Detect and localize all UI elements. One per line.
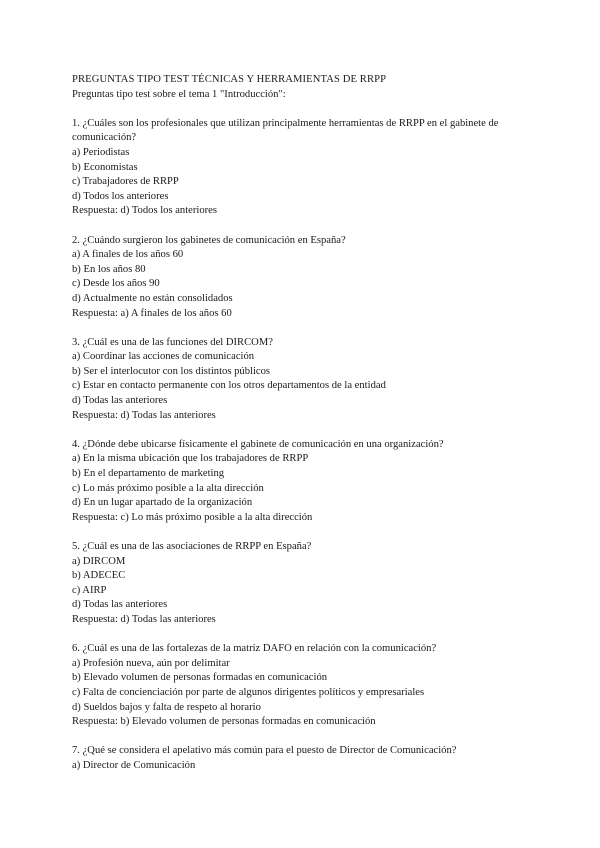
question-block-5: [72, 540, 552, 628]
option-b: b) Economistas: [72, 161, 138, 173]
question-text: 4. ¿Dónde debe ubicarse físicamente el gabinete de comunicación en una organización?: [72, 438, 444, 450]
option-c: c) Estar en contacto permanente con los otros departamentos de la entidad: [72, 380, 386, 392]
question-block-7: [72, 744, 552, 773]
answer-text: Respuesta: d) Todas las anteriores: [72, 613, 216, 625]
answer-text: Respuesta: c) Lo más próximo posible a la alta dirección: [72, 511, 313, 523]
option-c: c) Lo más próximo posible a la alta dirección: [72, 482, 264, 494]
question-text: 6. ¿Cuál es una de las fortalezas de la matriz DAFO en relación con la comunicación?: [72, 643, 437, 655]
question-text: 5. ¿Cuál es una de las asociaciones de RRPP en España?: [72, 541, 312, 552]
question-text: 7. ¿Qué se considera el apelativo más común para el puesto de Director de Comunicación?: [72, 745, 457, 757]
question-block-1: [72, 117, 552, 219]
option-b: b) En los años 80: [72, 263, 146, 275]
option-d: d) Actualmente no están consolidados: [72, 292, 233, 304]
option-a: a) A finales de los años 60: [72, 249, 184, 261]
question-block-4: [72, 438, 552, 526]
answer-text: Respuesta: a) A finales de los años 60: [72, 307, 232, 319]
option-b: b) Ser el interlocutor con los distintos públicos: [72, 365, 271, 377]
option-a: a) Director de Comunicación: [72, 759, 196, 771]
answer-text: Respuesta: b) Elevado volumen de personas formadas en comunicación: [72, 716, 376, 728]
question-block-2: [72, 234, 552, 322]
option-c: c) Desde los años 90: [72, 278, 160, 290]
option-d: d) En un lugar apartado de la organización: [72, 497, 253, 509]
answer-text: Respuesta: d) Todas las anteriores: [72, 409, 216, 421]
document-title: PREGUNTAS TIPO TEST TÉCNICAS Y HERRAMIENTAS DE RRPP: [72, 74, 387, 85]
option-d: d) Sueldos bajos y falta de respeto al horario: [72, 701, 261, 713]
option-c: c) Falta de concienciación por parte de algunos dirigentes políticos y empresariales: [72, 686, 425, 698]
option-b: b) Elevado volumen de personas formadas en comunicación: [72, 672, 328, 684]
document-subtitle: Preguntas tipo test sobre el tema 1 "Introducción":: [72, 88, 286, 100]
option-d: d) Todas las anteriores: [72, 599, 168, 611]
option-a: a) En la misma ubicación que los trabajadores de RRPP: [72, 453, 309, 465]
option-c: c) AIRP: [72, 584, 107, 596]
option-a: a) Coordinar las acciones de comunicación: [72, 351, 255, 363]
option-a: a) Profesión nueva, aún por delimitar: [72, 657, 230, 669]
option-d: d) Todos los anteriores: [72, 190, 169, 202]
answer-text: Respuesta: d) Todos los anteriores: [72, 205, 217, 217]
question-block-3: [72, 336, 552, 424]
question-text: 2. ¿Cuándo surgieron los gabinetes de comunicación en España?: [72, 234, 346, 246]
option-b: b) En el departamento de marketing: [72, 468, 225, 480]
question-text: 3. ¿Cuál es una de las funciones del DIRCOM?: [72, 336, 273, 348]
option-b: b) ADECEC: [72, 570, 126, 582]
question-block-6: [72, 642, 552, 730]
option-a: a) DIRCOM: [72, 555, 126, 567]
document-content: [72, 73, 552, 774]
question-text: 1. ¿Cuáles son los profesionales que utilizan principalmente herramientas de RRPP en el gabinete de comunicación?: [72, 117, 502, 144]
option-a: a) Periodistas: [72, 146, 130, 158]
option-d: d) Todas las anteriores: [72, 395, 168, 407]
option-c: c) Trabajadores de RRPP: [72, 176, 179, 188]
